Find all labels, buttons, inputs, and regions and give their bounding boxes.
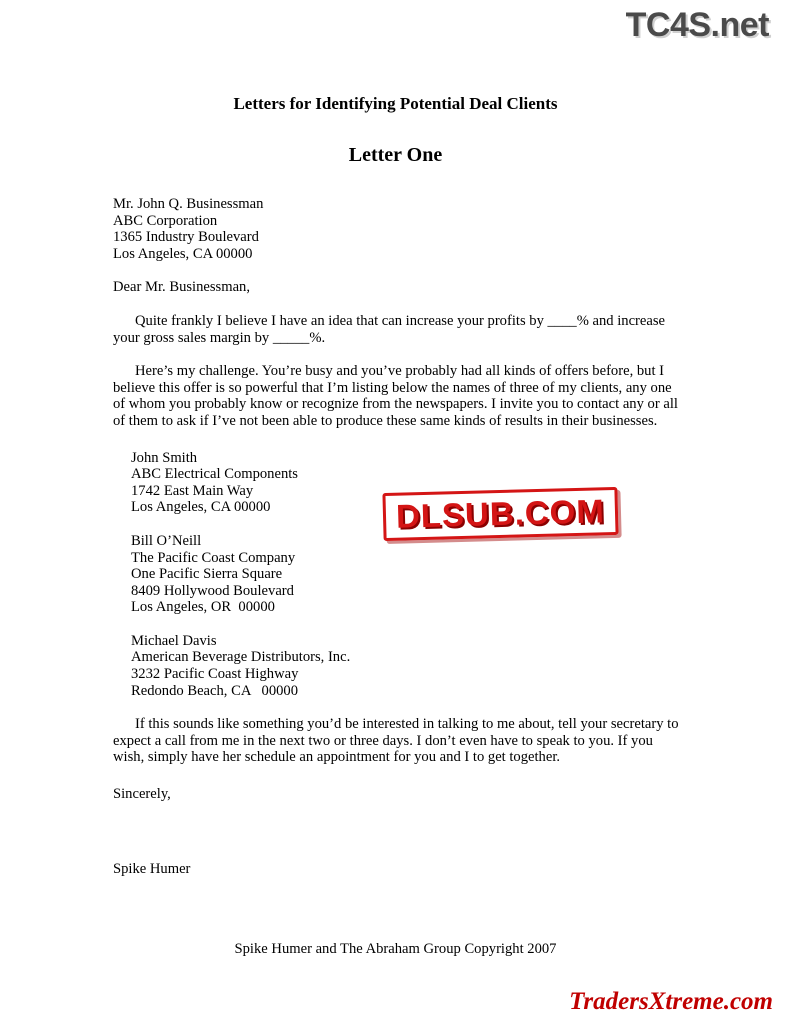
- reference-name: Bill O’Neill: [131, 532, 202, 549]
- reference-company: ABC Electrical Components: [131, 466, 298, 483]
- watermark-bottom-right: TradersXtreme.com: [569, 988, 773, 1015]
- paragraph-3: If this sounds like something you’d be interested in talking to me about, tell your secretary to expect a call from me in the next two or three days. I don’t even have to speak to you. If you wish, simply have her schedule an appointment for you and I to get together.: [113, 716, 679, 766]
- copyright-footer: Spike Humer and The Abraham Group Copyright 2007: [234, 941, 557, 957]
- paragraph-2: Here’s my challenge. You’re busy and you’ve probably had all kinds of offers before, but I believe this offer is so powerful that I’m listing below the names of three of my clients, any one of whom you probably know or recognize from the newspapers. I invite you to contact any or all of them to ask if I’ve not been able to produce these same kinds of results in their businesses.: [113, 363, 678, 429]
- recipient-city-state-zip: Los Angeles, CA 00000: [113, 245, 253, 262]
- reference-block-3: [131, 633, 679, 699]
- paragraph-1: Quite frankly I believe I have an idea that can increase your profits by ____% and increase your gross sales margin by _____%.: [113, 312, 666, 346]
- recipient-address-block: [113, 196, 679, 262]
- reference-city-state-zip: Los Angeles, OR 00000: [131, 599, 275, 616]
- reference-street: 3232 Pacific Coast Highway: [131, 666, 299, 683]
- watermark-center-stamp: DLSUB.COM: [382, 487, 618, 541]
- reference-street-2: 8409 Hollywood Boulevard: [131, 582, 294, 599]
- recipient-company: ABC Corporation: [113, 212, 218, 229]
- reference-city-state-zip: Los Angeles, CA 00000: [131, 499, 271, 516]
- watermark-top-right: TC4S.net: [625, 6, 769, 44]
- closing: Sincerely,: [113, 786, 171, 803]
- reference-street: 1742 East Main Way: [131, 482, 254, 499]
- recipient-name: Mr. John Q. Businessman: [113, 196, 264, 212]
- salutation: Dear Mr. Businessman,: [113, 279, 251, 296]
- page-title: Letters for Identifying Potential Deal Clients: [233, 94, 558, 113]
- reference-city-state-zip: Redondo Beach, CA 00000: [131, 682, 299, 699]
- recipient-street: 1365 Industry Boulevard: [113, 229, 259, 246]
- page-subtitle: Letter One: [348, 144, 443, 166]
- reference-company: American Beverage Distributors, Inc.: [131, 649, 351, 666]
- reference-company: The Pacific Coast Company: [131, 549, 296, 566]
- reference-block-2: [131, 533, 679, 616]
- signature-name: Spike Humer: [113, 860, 191, 877]
- reference-name: John Smith: [131, 449, 198, 466]
- reference-name: Michael Davis: [131, 632, 217, 649]
- reference-street: One Pacific Sierra Square: [131, 566, 283, 583]
